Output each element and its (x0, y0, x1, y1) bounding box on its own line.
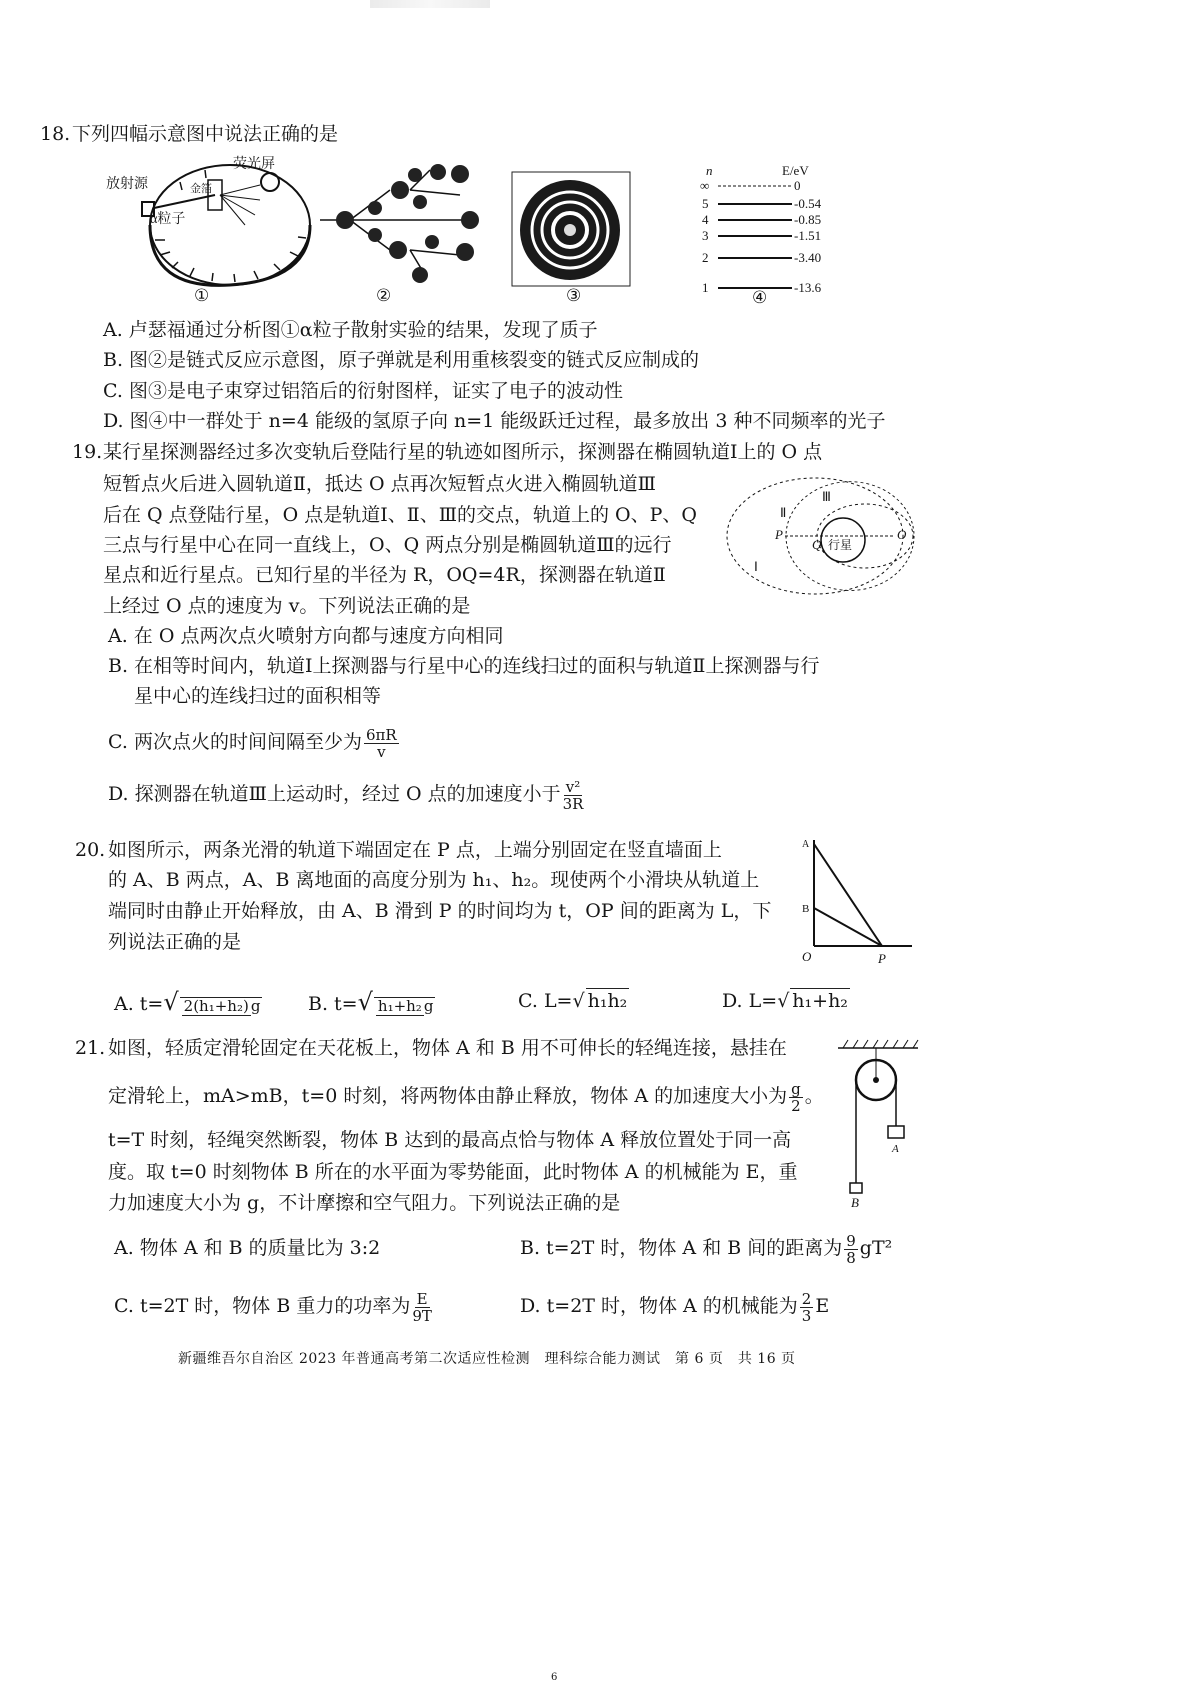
figure-4-label: ④ (752, 288, 768, 308)
sqrt-icon: √ (163, 988, 179, 1016)
denominator: 9T (412, 1306, 432, 1325)
denominator: 3 (801, 1306, 812, 1325)
orbit-2-label: Ⅱ (780, 505, 787, 520)
denominator: 2 (791, 1096, 801, 1115)
q21-stem-line: 如图，轻质定滑轮固定在天花板上，物体 A 和 B 用不可伸长的轻绳连接，悬挂在 (108, 1037, 787, 1059)
gold-foil-label: 金箔 (190, 183, 212, 195)
radicand: h₁h₂ (587, 990, 628, 1012)
figure-2-label: ② (376, 286, 392, 306)
fraction (789, 1081, 803, 1114)
question-18-number: 18. (40, 123, 71, 145)
point-o-label: O (897, 527, 907, 542)
q19-stem-line: 星点和近行星点。已知行星的半径为 R，OQ=4R，探测器在轨道Ⅱ (103, 564, 666, 586)
radicand: h₁+h₂ (792, 990, 848, 1012)
denominator: 3R (562, 794, 584, 813)
q19-stem-line: 上经过 O 点的速度为 v。下列说法正确的是 (103, 595, 471, 617)
level-e-inf: 0 (794, 178, 801, 193)
text: C. t=2T 时，物体 B 重力的功率为 (114, 1295, 411, 1317)
point-b-label: B (802, 903, 810, 915)
level-n-4: 4 (702, 212, 709, 227)
q20-option-d: D. L=√ h₁+h₂ (722, 990, 848, 1012)
q20-stem-line: 如图所示，两条光滑的轨道下端固定在 P 点，上端分别固定在竖直墙面上 (108, 839, 722, 861)
numerator: 9 (846, 1231, 856, 1250)
page-footer: 新疆维吾尔自治区 2023 年普通高考第二次适应性检测 理科综合能力测试 第 6 页 共 16 页 (178, 1351, 796, 1367)
q20-option-b (308, 980, 437, 1026)
q19-stem-line: 某行星探测器经过多次变轨后登陆行星的轨迹如图所示，探测器在椭圆轨道Ⅰ上的 O 点 (103, 441, 823, 463)
option-label: D. L= (722, 990, 778, 1012)
sqrt-icon: √ (357, 988, 373, 1016)
fraction (563, 779, 584, 812)
question-18-stem: 下列四幅示意图中说法正确的是 (72, 123, 339, 145)
level-e-2: -3.40 (794, 250, 822, 265)
energy-header: E/eV (782, 163, 809, 178)
level-n-inf: ∞ (700, 178, 710, 193)
q19-option-c-text: C. 两次点火的时间间隔至少为 (108, 731, 362, 753)
q21-stem-line (108, 1076, 824, 1116)
fluorescent-screen-label: 荧光屏 (233, 157, 275, 172)
q19-stem-line: 短暂点火后进入圆轨道Ⅱ，抵达 O 点再次短暂点火进入椭圆轨道Ⅲ (103, 473, 656, 495)
point-p-label: P (878, 951, 886, 966)
denominator: g (423, 996, 434, 1015)
q21-stem-line: 力加速度大小为 g，不计摩擦和空气阻力。下列说法正确的是 (108, 1192, 621, 1214)
q20-option-c: C. L=√ h₁h₂ (518, 990, 628, 1012)
page-number: 6 (551, 1672, 558, 1683)
level-e-1: -13.6 (794, 280, 822, 295)
fraction (364, 727, 399, 760)
level-n-1: 1 (702, 280, 709, 295)
option-label: A. t= (114, 993, 164, 1015)
planet-label: 行星 (828, 538, 853, 552)
denominator: v (377, 742, 386, 761)
q19-stem-line: 三点与行星中心在同一直线上，O、Q 两点分别是椭圆轨道Ⅲ的远行 (103, 534, 672, 556)
orbit-3-label: Ⅲ (822, 489, 831, 504)
q21-option-c (114, 1286, 434, 1326)
q21-option-d (520, 1286, 829, 1326)
q18-option-b: B. 图②是链式反应示意图，原子弹就是利用重核裂变的链式反应制成的 (103, 349, 700, 371)
numerator: v² (565, 777, 581, 796)
point-p-label: P (775, 527, 783, 542)
text: E (815, 1295, 830, 1317)
figure-1-label: ① (194, 286, 210, 306)
numerator: 2 (801, 1289, 812, 1308)
q21-stem-line: t=T 时刻，轻绳突然断裂，物体 B 达到的最高点恰与物体 A 释放位置处于同一高 (108, 1129, 792, 1151)
fraction (800, 1291, 814, 1324)
numerator: 6πR (365, 725, 397, 744)
text: D. t=2T 时，物体 A 的机械能为 (520, 1295, 798, 1317)
fraction (844, 1233, 858, 1266)
point-a-label: A (802, 839, 810, 850)
q19-option-b: B. 在相等时间内，轨道Ⅰ上探测器与行星中心的连线扫过的面积与轨道Ⅱ上探测器与行 (108, 655, 820, 677)
block-a-label: A (892, 1143, 899, 1155)
denominator: 8 (846, 1248, 856, 1267)
text: 。 (804, 1085, 824, 1107)
level-n-3: 3 (702, 228, 709, 243)
q21-option-b (520, 1228, 892, 1268)
numerator: E (416, 1289, 428, 1308)
radiation-source-label: 放射源 (106, 177, 148, 192)
block-b-label: B (851, 1195, 859, 1210)
q20-option-a (114, 980, 264, 1026)
n-header: n (706, 163, 713, 178)
level-e-3: -1.51 (794, 228, 822, 243)
q18-option-a: A. 卢瑟福通过分析图①α粒子散射实验的结果，发现了质子 (103, 319, 598, 341)
q19-option-c (108, 722, 401, 762)
q19-option-d (108, 774, 585, 814)
point-q-label: Q (812, 537, 822, 552)
numerator: 2(h₁+h₂) (183, 996, 249, 1015)
point-o-label: O (802, 949, 812, 964)
fraction (412, 1291, 432, 1324)
alpha-particle-label: α粒子 (150, 212, 186, 227)
q19-stem-line: 后在 Q 点登陆行星，O 点是轨道Ⅰ、Ⅱ、Ⅲ的交点，轨道上的 O、P、Q (103, 504, 697, 526)
q20-stem-line: 端同时由静止开始释放，由 A、B 滑到 P 的时间均为 t，OP 间的距离为 L，下 (108, 900, 772, 922)
text: B. t=2T 时，物体 A 和 B 间的距离为 (520, 1237, 843, 1259)
level-e-5: -0.54 (794, 196, 822, 211)
fraction (180, 997, 263, 1014)
q18-option-c: C. 图③是电子束穿过铝箔后的衍射图样，证实了电子的波动性 (103, 380, 623, 402)
numerator: h₁+h₂ (377, 996, 422, 1015)
q21-option-a: A. 物体 A 和 B 的质量比为 3:2 (114, 1237, 381, 1259)
scan-artifact (370, 0, 490, 8)
level-e-4: -0.85 (794, 212, 822, 227)
q18-option-d: D. 图④中一群处于 n=4 能级的氢原子向 n=1 能级跃迁过程，最多放出 3 种不同频率的光子 (103, 410, 886, 432)
question-19-number: 19. (72, 441, 103, 463)
q20-stem-line: 的 A、B 两点，A、B 离地面的高度分别为 h₁、h₂。现使两个小滑块从轨道上 (108, 869, 760, 891)
figure-3-label: ③ (566, 286, 582, 306)
q19-option-a: A. 在 O 点两次点火喷射方向都与速度方向相同 (108, 625, 504, 647)
text: gT² (859, 1237, 893, 1259)
orbit-1-label: Ⅰ (754, 559, 758, 574)
question-21-number: 21. (75, 1037, 106, 1059)
fraction (374, 997, 436, 1014)
level-n-5: 5 (702, 196, 709, 211)
q20-stem-line: 列说法正确的是 (108, 931, 242, 953)
q21-stem-line: 度。取 t=0 时刻物体 B 所在的水平面为零势能面，此时物体 A 的机械能为 E，重 (108, 1161, 798, 1183)
level-n-2: 2 (702, 250, 709, 265)
text: 定滑轮上，mA>mB，t=0 时刻，将两物体由静止释放，物体 A 的加速度大小为 (108, 1085, 788, 1107)
q19-option-b-cont: 星中心的连线扫过的面积相等 (134, 685, 382, 707)
q19-option-d-text: D. 探测器在轨道Ⅲ上运动时，经过 O 点的加速度小于 (108, 783, 561, 805)
numerator: g (791, 1079, 801, 1098)
question-20-number: 20. (75, 839, 106, 861)
option-label: C. L= (518, 990, 573, 1012)
option-label: B. t= (308, 993, 358, 1015)
denominator: g (250, 996, 261, 1015)
